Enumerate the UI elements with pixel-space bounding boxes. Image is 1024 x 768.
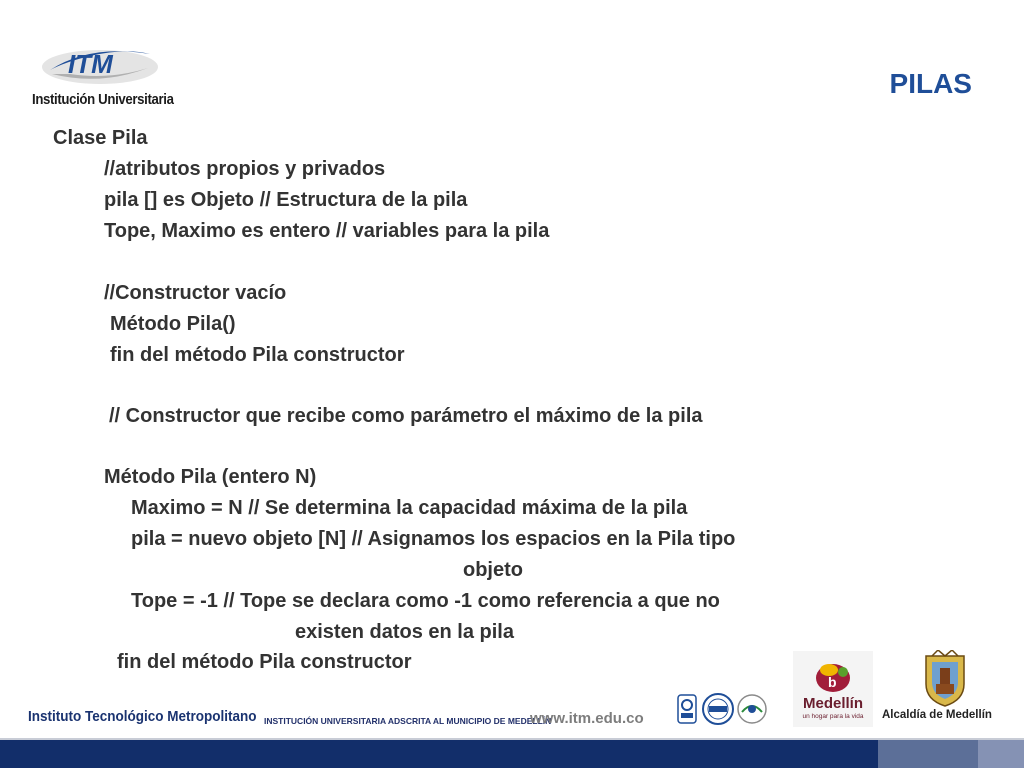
code-line: existen datos en la pila [295,621,514,643]
accreditation-seal-icon [738,695,766,723]
alcaldia-label: Alcaldía de Medellín [882,709,992,721]
certification-logos [676,692,772,726]
iqnet-seal-icon [703,694,733,724]
svg-text:b: b [828,674,837,690]
code-line: // Constructor que recibe como parámetro el máximo de la pila [109,405,703,427]
svg-text:un hogar para la vida: un hogar para la vida [802,713,864,720]
logo-text: Institución Universitaria [32,91,174,108]
page-title: PILAS [889,68,972,99]
medellin-house-icon [816,664,850,692]
itm-globe-icon [30,40,190,90]
code-line: //Constructor vacío [104,282,287,304]
itm-logo [30,40,190,110]
footer-bar-mid [878,740,978,768]
code-line: Método Pila() [110,313,236,335]
code-line: Tope = -1 // Tope se declara como -1 como referencia a que no [131,590,720,612]
footer-url[interactable]: www.itm.edu.co [530,710,644,727]
coat-of-arms-icon [880,650,1010,708]
medellin-logo [793,651,873,727]
footer-institution: Instituto Tecnológico Metropolitano [28,708,257,725]
footer-bar-main [0,740,878,768]
footer-subtitle: INSTITUCIÓN UNIVERSITARIA ADSCRITA AL MUNICIPIO DE MEDELLÍN [264,716,552,726]
code-line: Clase Pila [53,127,148,149]
alcaldia-logo [880,650,1010,730]
svg-text:Medellín: Medellín [802,695,864,712]
code-line: Maximo = N // Se determina la capacidad máxima de la pila [131,497,688,519]
code-line: pila = nuevo objeto [N] // Asignamos los espacios en la Pila tipo [131,528,736,550]
footer-bar-end [978,740,1024,768]
code-line: //atributos propios y privados [104,158,386,180]
code-line: Método Pila (entero N) [104,466,317,488]
code-line: pila [] es Objeto // Estructura de la pila [104,189,468,211]
code-line: Tope, Maximo es entero // variables para la pila [104,220,550,242]
svg-text:ITM: ITM [68,49,113,79]
icontec-seal-icon [678,695,696,723]
code-line: fin del método Pila constructor [117,651,412,673]
code-line: objeto [463,559,523,581]
footer-bar [0,738,1024,768]
code-line: fin del método Pila constructor [110,344,405,366]
